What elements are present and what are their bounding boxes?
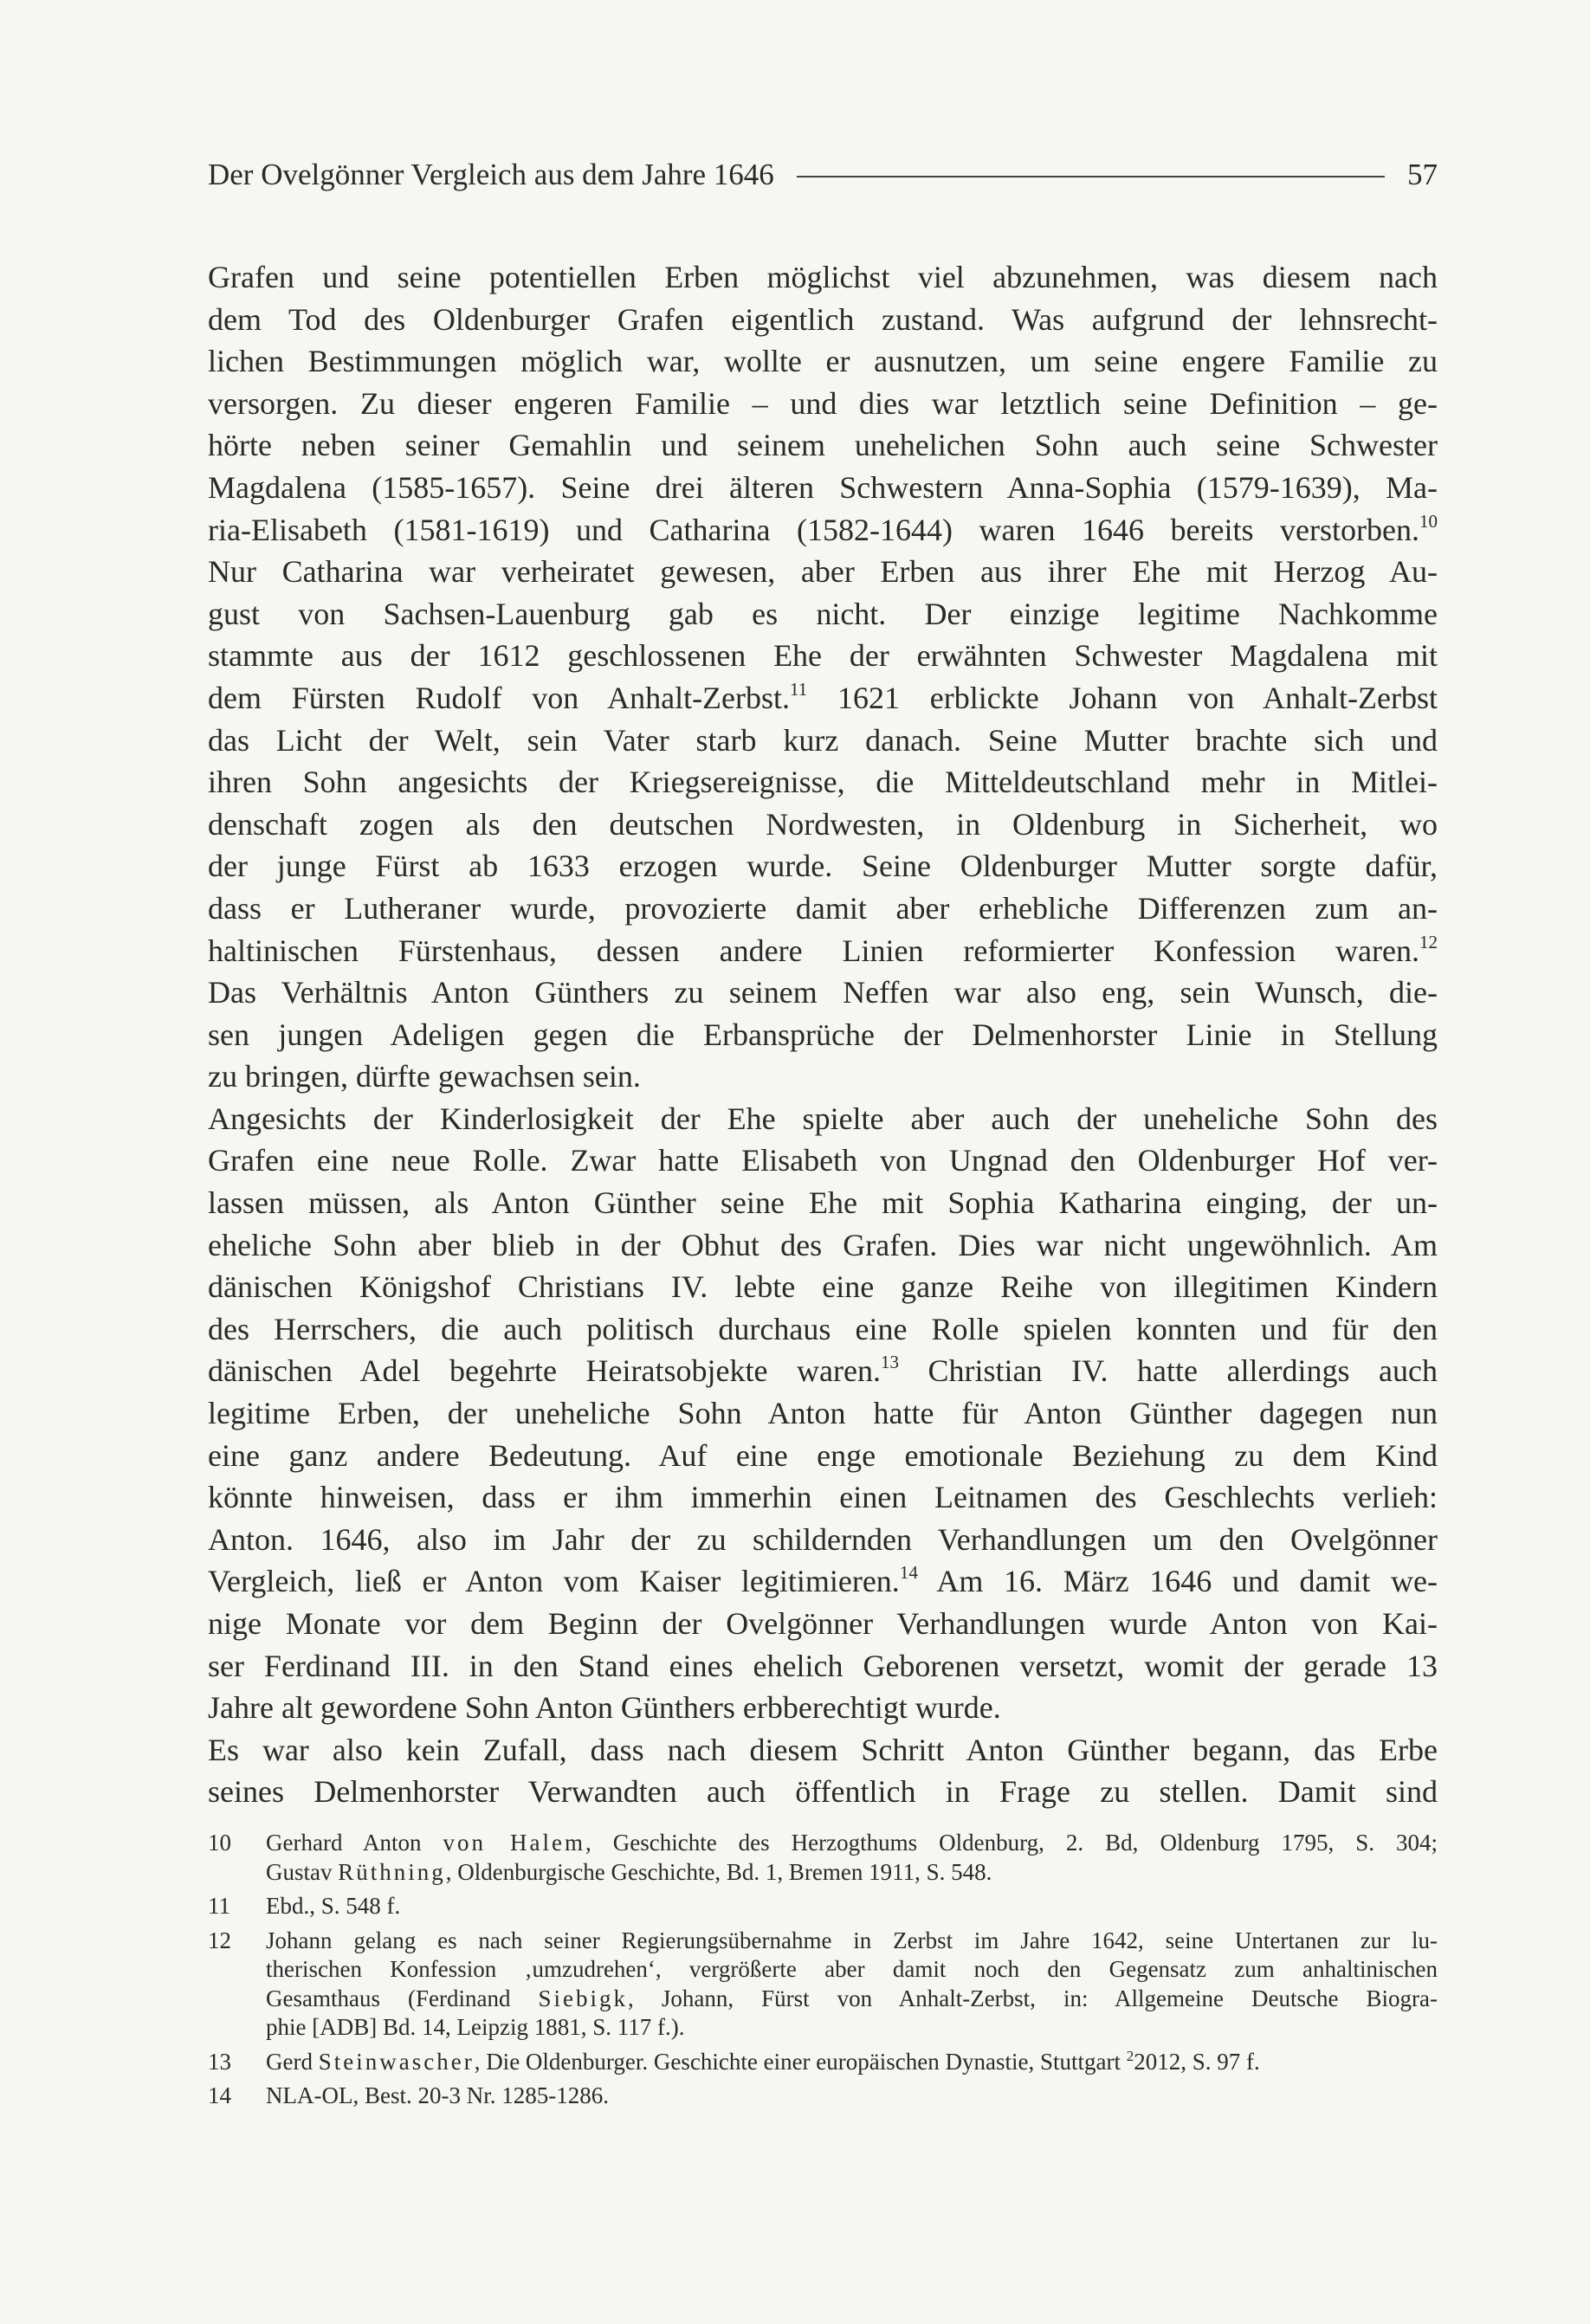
footnote-segment: therischen Konfession ‚umzudrehen‘, vergrößerte aber damit noch den Gegensatz zum anhaltinischen bbox=[266, 1956, 1438, 1982]
footnote bbox=[208, 1829, 1438, 1887]
text-segment: Anton. 1646, also im Jahr der zu schildernden Verhandlungen um den Ovelgönner bbox=[208, 1521, 1438, 1557]
author-name: Steinwascher bbox=[318, 2048, 475, 2075]
header-rule bbox=[797, 176, 1385, 178]
text-line bbox=[208, 1729, 1438, 1772]
footnote bbox=[208, 2048, 1438, 2077]
text-segment: Nur Catharina war verheiratet gewesen, aber Erben aus ihrer Ehe mit Herzog Au- bbox=[208, 554, 1438, 590]
text-line bbox=[208, 551, 1438, 593]
text-segment: lichen Bestimmungen möglich war, wollte er ausnutzen, um seine engere Familie zu bbox=[208, 344, 1438, 379]
text-line bbox=[208, 1519, 1438, 1561]
footnote-marker[interactable]: 13 bbox=[880, 1352, 899, 1373]
text-segment: Das Verhältnis Anton Günthers zu seinem Neffen war also eng, sein Wunsch, die- bbox=[208, 975, 1438, 1010]
text-segment: Angesichts der Kinderlosigkeit der Ehe spielte aber auch der uneheliche Sohn des bbox=[208, 1101, 1438, 1136]
text-line bbox=[208, 1435, 1438, 1477]
text-segment: dem Fürsten Rudolf von Anhalt-Zerbst. bbox=[208, 680, 791, 715]
text-line bbox=[208, 1266, 1438, 1308]
text-line bbox=[208, 1350, 1438, 1392]
text-segment: der junge Fürst ab 1633 erzogen wurde. Seine Oldenburger Mutter sorgte dafür, bbox=[208, 849, 1438, 884]
text-segment: Am 16. März 1646 und damit we- bbox=[917, 1564, 1438, 1599]
text-segment: hörte neben seiner Gemahlin und seinem unehelichen Sohn auch seine Schwester bbox=[208, 428, 1438, 463]
footnote-number: 12 bbox=[208, 1927, 231, 1953]
footnote-number: 14 bbox=[208, 2082, 231, 2108]
text-segment: eine ganz andere Bedeutung. Auf eine enge emotionale Beziehung zu dem Kind bbox=[208, 1437, 1438, 1473]
text-line bbox=[208, 761, 1438, 804]
footnote-text bbox=[266, 1892, 1438, 1921]
text-segment: ihren Sohn angesichts der Kriegsereignisse, die Mitteldeutschland mehr in Mitlei- bbox=[208, 765, 1438, 800]
footnote-segment: , Geschichte des Herzogthums Oldenburg, 2. Bd, Oldenburg 1795, S. 304; bbox=[585, 1830, 1438, 1856]
footnote-segment: Gerhard Anton bbox=[266, 1830, 443, 1856]
footnote-line bbox=[266, 2013, 1438, 2043]
footnote-text bbox=[266, 2082, 1438, 2111]
text-line bbox=[208, 383, 1438, 425]
text-line bbox=[208, 1603, 1438, 1645]
footnote-number: 11 bbox=[208, 1893, 230, 1919]
text-segment: haltinischen Fürstenhaus, dessen andere Linien reformierter Konfession waren. bbox=[208, 933, 1419, 968]
text-line bbox=[208, 1098, 1438, 1140]
footnote-number: 13 bbox=[208, 2048, 231, 2075]
text-segment: legitime Erben, der uneheliche Sohn Anton hatte für Anton Günther dagegen nun bbox=[208, 1396, 1438, 1431]
text-segment: denschaft zogen als den deutschen Nordwesten, in Oldenburg in Sicherheit, wo bbox=[208, 806, 1438, 842]
footnote-number: 10 bbox=[208, 1830, 231, 1856]
text-line bbox=[208, 1224, 1438, 1267]
footnote bbox=[208, 2082, 1438, 2111]
text-line bbox=[208, 256, 1438, 299]
text-segment: sen jungen Adeligen gegen die Erbansprüche der Delmenhorster Linie in Stellung bbox=[208, 1017, 1438, 1052]
footnote-segment: Ebd., S. 548 f. bbox=[266, 1893, 401, 1919]
text-line bbox=[208, 845, 1438, 888]
footnote-segment: , Die Oldenburger. Geschichte einer europäischen Dynastie, Stuttgart bbox=[474, 2048, 1127, 2075]
text-segment: eheliche Sohn aber blieb in der Obhut des Grafen. Dies war nicht ungewöhnlich. Am bbox=[208, 1227, 1438, 1262]
footnote-segment: 2 bbox=[1126, 2047, 1134, 2064]
text-line bbox=[208, 804, 1438, 846]
text-segment: könnte hinweisen, dass er ihm immerhin einen Leitnamen des Geschlechts verlieh: bbox=[208, 1480, 1438, 1515]
text-segment: Jahre alt gewordene Sohn Anton Günthers erbberechtigt wurde. bbox=[208, 1690, 1001, 1726]
footnote-line bbox=[266, 1892, 1438, 1921]
footnote bbox=[208, 1927, 1438, 2043]
text-line bbox=[208, 720, 1438, 762]
text-line bbox=[208, 1139, 1438, 1182]
text-segment: Es war also kein Zufall, dass nach diesem Schritt Anton Günther begann, das Erbe bbox=[208, 1732, 1438, 1767]
text-line bbox=[208, 635, 1438, 677]
text-line bbox=[208, 677, 1438, 720]
text-line bbox=[208, 972, 1438, 1014]
footnote-line bbox=[266, 2082, 1438, 2111]
text-line bbox=[208, 1182, 1438, 1224]
footnote-marker[interactable]: 10 bbox=[1419, 510, 1438, 532]
footnote-segment: 2012, S. 97 f. bbox=[1134, 2048, 1260, 2075]
text-segment: versorgen. Zu dieser engeren Familie – und dies war letztlich seine Definition – ge- bbox=[208, 385, 1438, 421]
text-segment: dänischen Adel begehrte Heiratsobjekte waren. bbox=[208, 1353, 881, 1389]
footnotes bbox=[208, 1829, 1438, 2116]
text-segment: das Licht der Welt, sein Vater starb kurz danach. Seine Mutter brachte sich und bbox=[208, 722, 1438, 758]
text-line bbox=[208, 1560, 1438, 1603]
text-segment: zu bringen, dürfte gewachsen sein. bbox=[208, 1059, 641, 1094]
footnote-segment: Gesamthaus (Ferdinand bbox=[266, 1985, 539, 2011]
footnote-text bbox=[266, 2048, 1438, 2077]
body-text bbox=[208, 256, 1438, 1813]
text-segment: gust von Sachsen-Lauenburg gab es nicht. Der einzige legitime Nachkomme bbox=[208, 596, 1438, 631]
footnote-segment: Gerd bbox=[266, 2048, 319, 2075]
text-segment: ser Ferdinand III. in den Stand eines ehelich Geborenen versetzt, womit der gerade 13 bbox=[208, 1648, 1438, 1683]
text-segment: des Herrschers, die auch politisch durchaus eine Rolle spielen konnten und für den bbox=[208, 1311, 1438, 1346]
text-segment: lassen müssen, als Anton Günther seine Ehe mit Sophia Katharina einging, der un- bbox=[208, 1185, 1438, 1221]
text-line bbox=[208, 1055, 1438, 1098]
footnote-marker[interactable]: 12 bbox=[1419, 931, 1438, 952]
text-line bbox=[208, 1392, 1438, 1435]
text-segment: dänischen Königshof Christians IV. lebte eine ganze Reihe von illegitimen Kindern bbox=[208, 1269, 1438, 1305]
text-segment: Magdalena (1585-1657). Seine drei älteren Schwestern Anna-Sophia (1579-1639), Ma- bbox=[208, 469, 1438, 505]
running-header bbox=[208, 149, 1438, 201]
text-line bbox=[208, 930, 1438, 972]
footnote-segment: phie [ADB] Bd. 14, Leipzig 1881, S. 117 f.). bbox=[266, 2014, 685, 2040]
text-segment: Christian IV. hatte allerdings auch bbox=[898, 1353, 1438, 1389]
text-segment: dass er Lutheraner wurde, provozierte damit aber erhebliche Differenzen zum an- bbox=[208, 890, 1438, 926]
text-line bbox=[208, 509, 1438, 552]
text-segment: Grafen eine neue Rolle. Zwar hatte Elisabeth von Ungnad den Oldenburger Hof ver- bbox=[208, 1143, 1438, 1178]
text-line bbox=[208, 1687, 1438, 1729]
text-line bbox=[208, 1645, 1438, 1688]
text-line bbox=[208, 340, 1438, 383]
text-line bbox=[208, 1476, 1438, 1519]
author-name: Siebigk bbox=[538, 1985, 629, 2011]
text-segment: Grafen und seine potentiellen Erben möglichst viel abzunehmen, was diesem nach bbox=[208, 260, 1438, 294]
text-line bbox=[208, 467, 1438, 509]
text-line bbox=[208, 424, 1438, 467]
text-line bbox=[208, 888, 1438, 930]
text-segment: seines Delmenhorster Verwandten auch öffentlich in Frage zu stellen. Damit sind bbox=[208, 1774, 1438, 1810]
footnote-segment: NLA-OL, Best. 20-3 Nr. 1285-1286. bbox=[266, 2082, 609, 2108]
footnote-line bbox=[266, 1829, 1438, 1858]
text-segment: ria-Elisabeth (1581-1619) und Catharina (1582-1644) waren 1646 bereits verstorben. bbox=[208, 512, 1419, 547]
footnote-text bbox=[266, 1829, 1438, 1887]
text-line bbox=[208, 593, 1438, 636]
text-segment: 1621 erblickte Johann von Anhalt-Zerbst bbox=[807, 680, 1438, 715]
footnote-segment: Gustav bbox=[266, 1858, 339, 1885]
footnote-line bbox=[266, 1985, 1438, 2014]
running-title: Der Ovelgönner Vergleich aus dem Jahre 1646 bbox=[208, 158, 774, 191]
footnote-line bbox=[266, 2048, 1438, 2077]
footnote-line bbox=[266, 1858, 1438, 1888]
footnote-segment: Johann gelang es nach seiner Regierungsübernahme in Zerbst im Jahre 1642, seine Untertanen zur lu- bbox=[266, 1927, 1438, 1953]
footnote-segment: , Oldenburgische Geschichte, Bd. 1, Bremen 1911, S. 548. bbox=[445, 1858, 992, 1885]
text-line bbox=[208, 1771, 1438, 1813]
author-name: von Halem bbox=[443, 1830, 585, 1856]
text-line bbox=[208, 1014, 1438, 1056]
footnote-line bbox=[266, 1955, 1438, 1985]
footnote-marker[interactable]: 14 bbox=[899, 1562, 918, 1584]
footnote bbox=[208, 1892, 1438, 1921]
author-name: Rüthning bbox=[338, 1858, 446, 1885]
text-segment: nige Monate vor dem Beginn der Ovelgönner Verhandlungen wurde Anton von Kai- bbox=[208, 1606, 1438, 1641]
footnote-marker[interactable]: 11 bbox=[790, 678, 808, 700]
text-segment: stammte aus der 1612 geschlossenen Ehe der erwähnten Schwester Magdalena mit bbox=[208, 638, 1438, 674]
footnote-segment: , Johann, Fürst von Anhalt-Zerbst, in: Allgemeine Deutsche Biogra- bbox=[628, 1985, 1438, 2011]
text-segment: dem Tod des Oldenburger Grafen eigentlich zustand. Was aufgrund der lehnsrecht- bbox=[208, 301, 1438, 337]
text-line bbox=[208, 1308, 1438, 1351]
footnote-line bbox=[266, 1927, 1438, 1956]
text-segment: Vergleich, ließ er Anton vom Kaiser legitimieren. bbox=[208, 1564, 900, 1599]
text-line bbox=[208, 299, 1438, 341]
page-number: 57 bbox=[1407, 158, 1438, 191]
footnote-text bbox=[266, 1927, 1438, 2043]
